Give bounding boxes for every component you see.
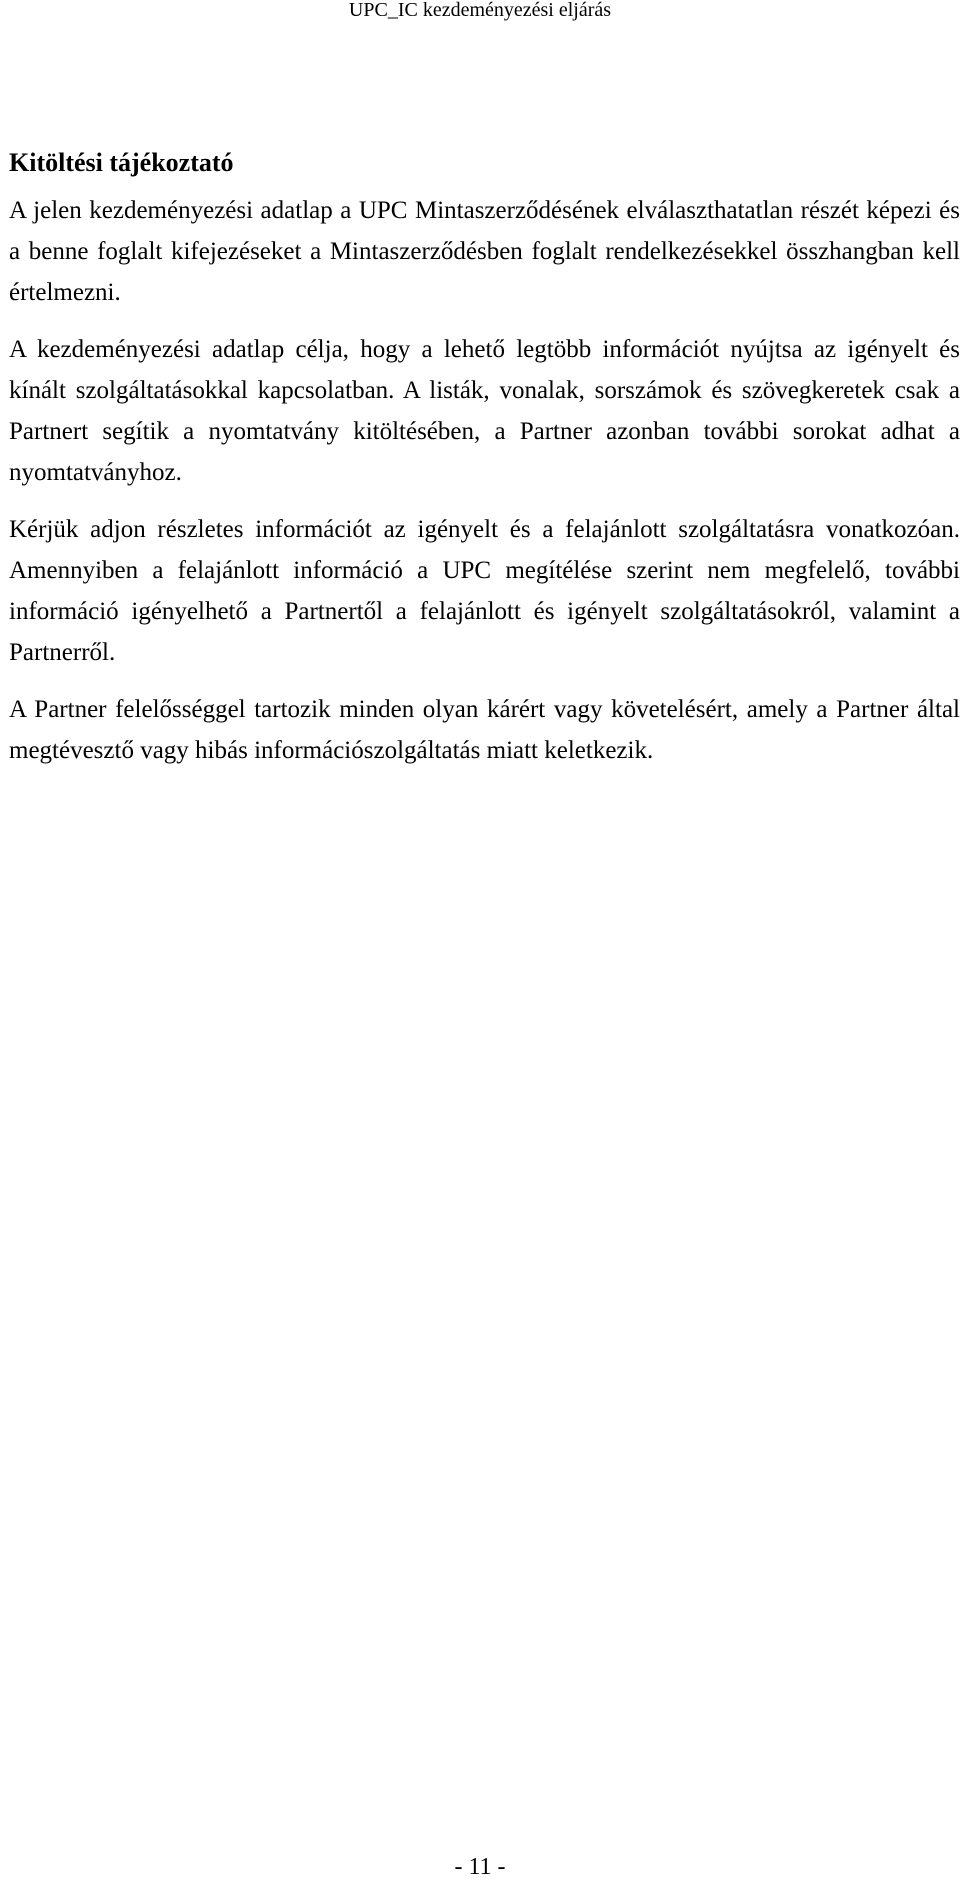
page-number: - 11 - [454,1854,506,1880]
section-title: Kitöltési tájékoztató [9,148,234,177]
paragraph-intro: A jelen kezdeményezési adatlap a UPC Mintaszerződésének elválaszthatatlan részét képezi és a benne foglalt kifejezéseket a Mintaszerződésben foglalt rendelkezésekkel összhangban kell értelmezni. [9,197,960,306]
running-header: UPC_IC kezdeményezési eljárás [348,0,612,21]
paragraph-purpose: A kezdeményezési adatlap célja, hogy a lehető legtöbb információt nyújtsa az igényelt és kínált szolgáltatásokkal kapcsolatban. A listák, vonalak, sorszámok és szövegkeretek csak a Partnert segítik a nyomtatvány kitöltésében, a Partner azonban további sorokat adhat a nyomtatványhoz. [9,336,960,486]
paragraph-liability: A Partner felelősséggel tartozik minden olyan kárért vagy követelésért, amely a Partner által megtévesztő vagy hibás információszolgáltatás miatt keletkezik. [9,696,960,764]
paragraph-request-details: Kérjük adjon részletes információt az igényelt és a felajánlott szolgáltatásra vonatkozóan. Amennyiben a felajánlott információ a UPC megítélése szerint nem megfelelő, további információ igényelhető a Partnertől a felajánlott és igényelt szolgáltatásokról, valamint a Partnerről. [9,516,960,666]
document-body [9,148,960,771]
